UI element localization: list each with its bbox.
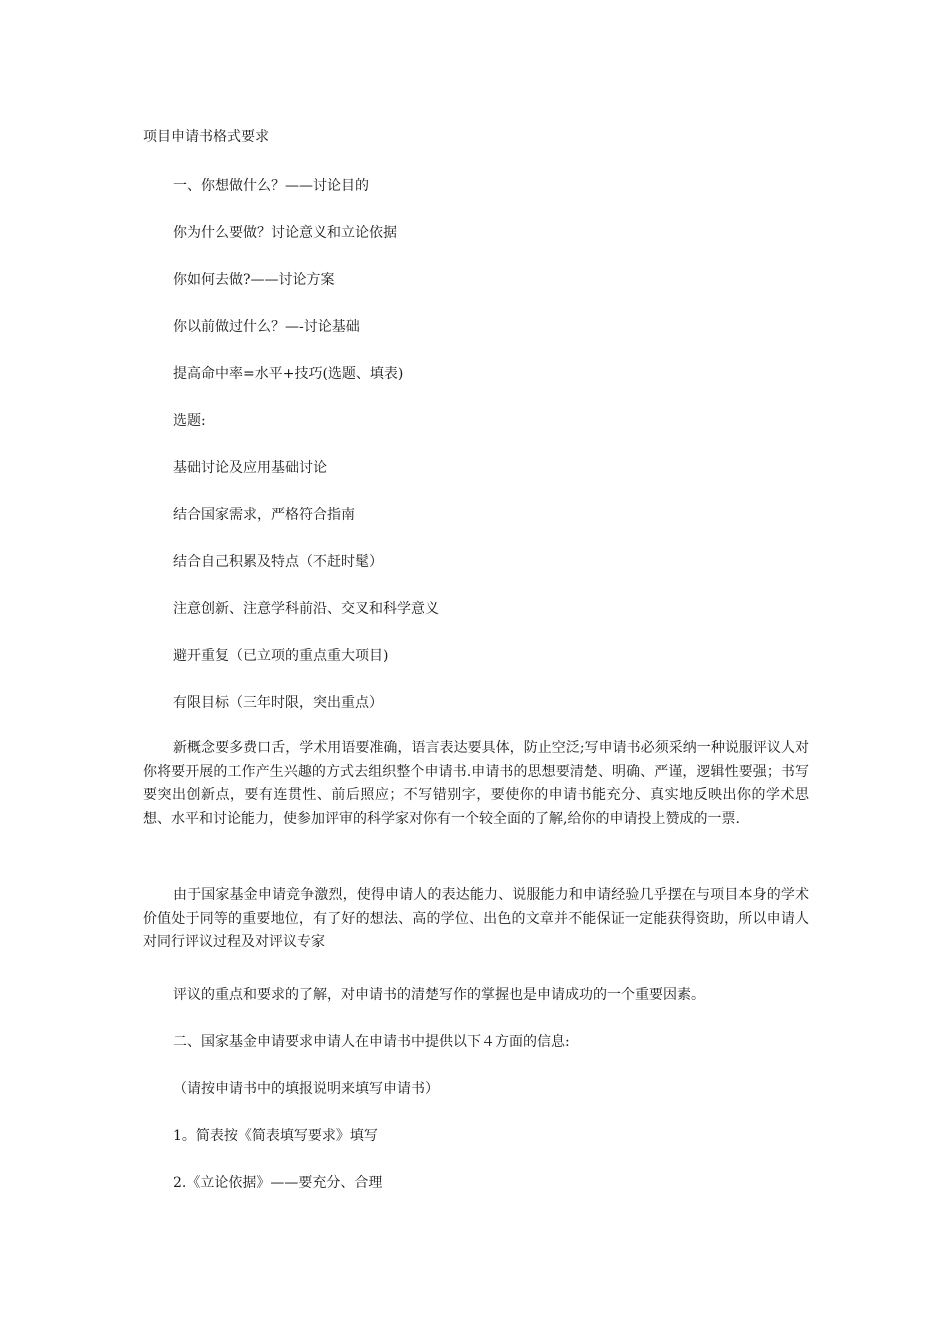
section-heading-1: 一、你想做什么？——讨论目的	[173, 178, 369, 194]
text-line: 你如何去做?——讨论方案	[173, 272, 335, 288]
text-line: 你以前做过什么？—-讨论基础	[173, 319, 360, 335]
text-line: 提高命中率=水平+技巧(选题、填表)	[173, 366, 404, 382]
text-line: 选题:	[173, 413, 206, 429]
text-line: 你为什么要做？讨论意义和立论依据	[173, 225, 397, 241]
text-line: 结合国家需求，严格符合指南	[173, 507, 355, 523]
body-paragraph: 由于国家基金申请竞争激烈，使得申请人的表达能力、说服能力和申请经验几乎摆在与项目本身的学术价值处于同等的重要地位，有了好的想法、高的学位、出色的文章并不能保证一定能获得资助，所以申请人对同行评议过程及对评议专家	[143, 887, 809, 950]
text-line: 2.《立论依据》——要充分、合理	[173, 1175, 383, 1191]
document-title: 项目申请书格式要求	[143, 129, 269, 145]
text-line: 有限目标（三年时限，突出重点）	[173, 695, 383, 711]
text-line: （请按申请书中的填报说明来填写申请书）	[173, 1081, 439, 1097]
body-paragraph: 新概念要多费口舌，学术用语要准确，语言表达要具体，防止空泛;写申请书必须采纳一种说服评议人对你将要开展的工作产生兴趣的方式去组织整个申请书.申请书的思想要清楚、明确、严谨，逻辑性要强；书写要突出创新点，要有连贯性、前后照应；不写错别字，要使你的申请书能充分、真实地反映出你的学术思想、水平和讨论能力，使参加评审的科学家对你有一个较全面的了解,给你的申请投上赞成的一票.	[143, 740, 809, 827]
section-heading-2: 二、国家基金申请要求申请人在申请书中提供以下４方面的信息:	[173, 1034, 570, 1050]
text-line: 评议的重点和要求的了解，对申请书的清楚写作的掌握也是申请成功的一个重要因素。	[173, 987, 705, 1003]
text-line: 1。简表按《简表填写要求》填写	[173, 1128, 378, 1144]
text-line: 基础讨论及应用基础讨论	[173, 460, 327, 476]
text-line: 结合自己积累及特点（不赶时髦）	[173, 554, 383, 570]
text-line: 避开重复（已立项的重点重大项目)	[173, 648, 389, 664]
text-line: 注意创新、注意学科前沿、交叉和科学意义	[173, 601, 439, 617]
